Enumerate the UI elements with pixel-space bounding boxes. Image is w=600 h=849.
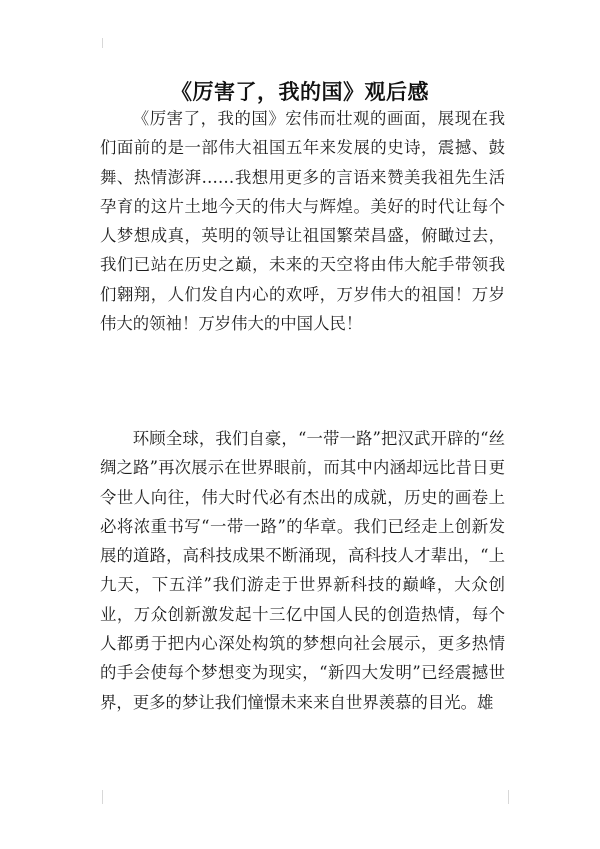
page-title: 《厉害了，我的国》观后感 xyxy=(171,80,429,104)
crop-mark-bottom-right xyxy=(508,790,519,804)
crop-mark-top-left xyxy=(92,38,103,48)
paragraph-1: 《厉害了，我的国》宏伟而壮观的画面，展现在我们面前的是一部伟大祖国五年来发展的史诗，震撼、鼓舞、热情澎湃……我想用更多的言语来赞美我祖先生活孕育的这片土地今天的伟大与辉煌。美好的时代让每个人梦想成真，英明的领导让祖国繁荣昌盛，俯瞰过去，我们已站在历史之巅，未来的天空将由伟大舵手带领我们翱翔，人们发自内心的欢呼，万岁伟大的祖国！万岁伟大的领袖！万岁伟大的中国人民！ xyxy=(100,109,505,334)
paragraph-2: 环顾全球，我们自豪，“一带一路”把汉武开辟的“丝绸之路”再次展示在世界眼前，而其中内涵却远比昔日更令世人向往，伟大时代必有杰出的成就，历史的画卷上必将浓重书写“一带一路”的华章。我们已经走上创新发展的道路，高科技成果不断涌现，高科技人才辈出，“上九天，下五洋”我们游走于世界新科技的巅峰，大众创业，万众创新激发起十三亿中国人民的创造热情，每个人都勇于把内心深处构筑的梦想向社会展示，更多热情的手会使每个梦想变为现实，“新四大发明”已经震撼世界，更多的梦让我们憧憬未来来自世界羡慕的目光。雄 xyxy=(100,429,505,712)
crop-mark-bottom-left xyxy=(92,790,103,804)
